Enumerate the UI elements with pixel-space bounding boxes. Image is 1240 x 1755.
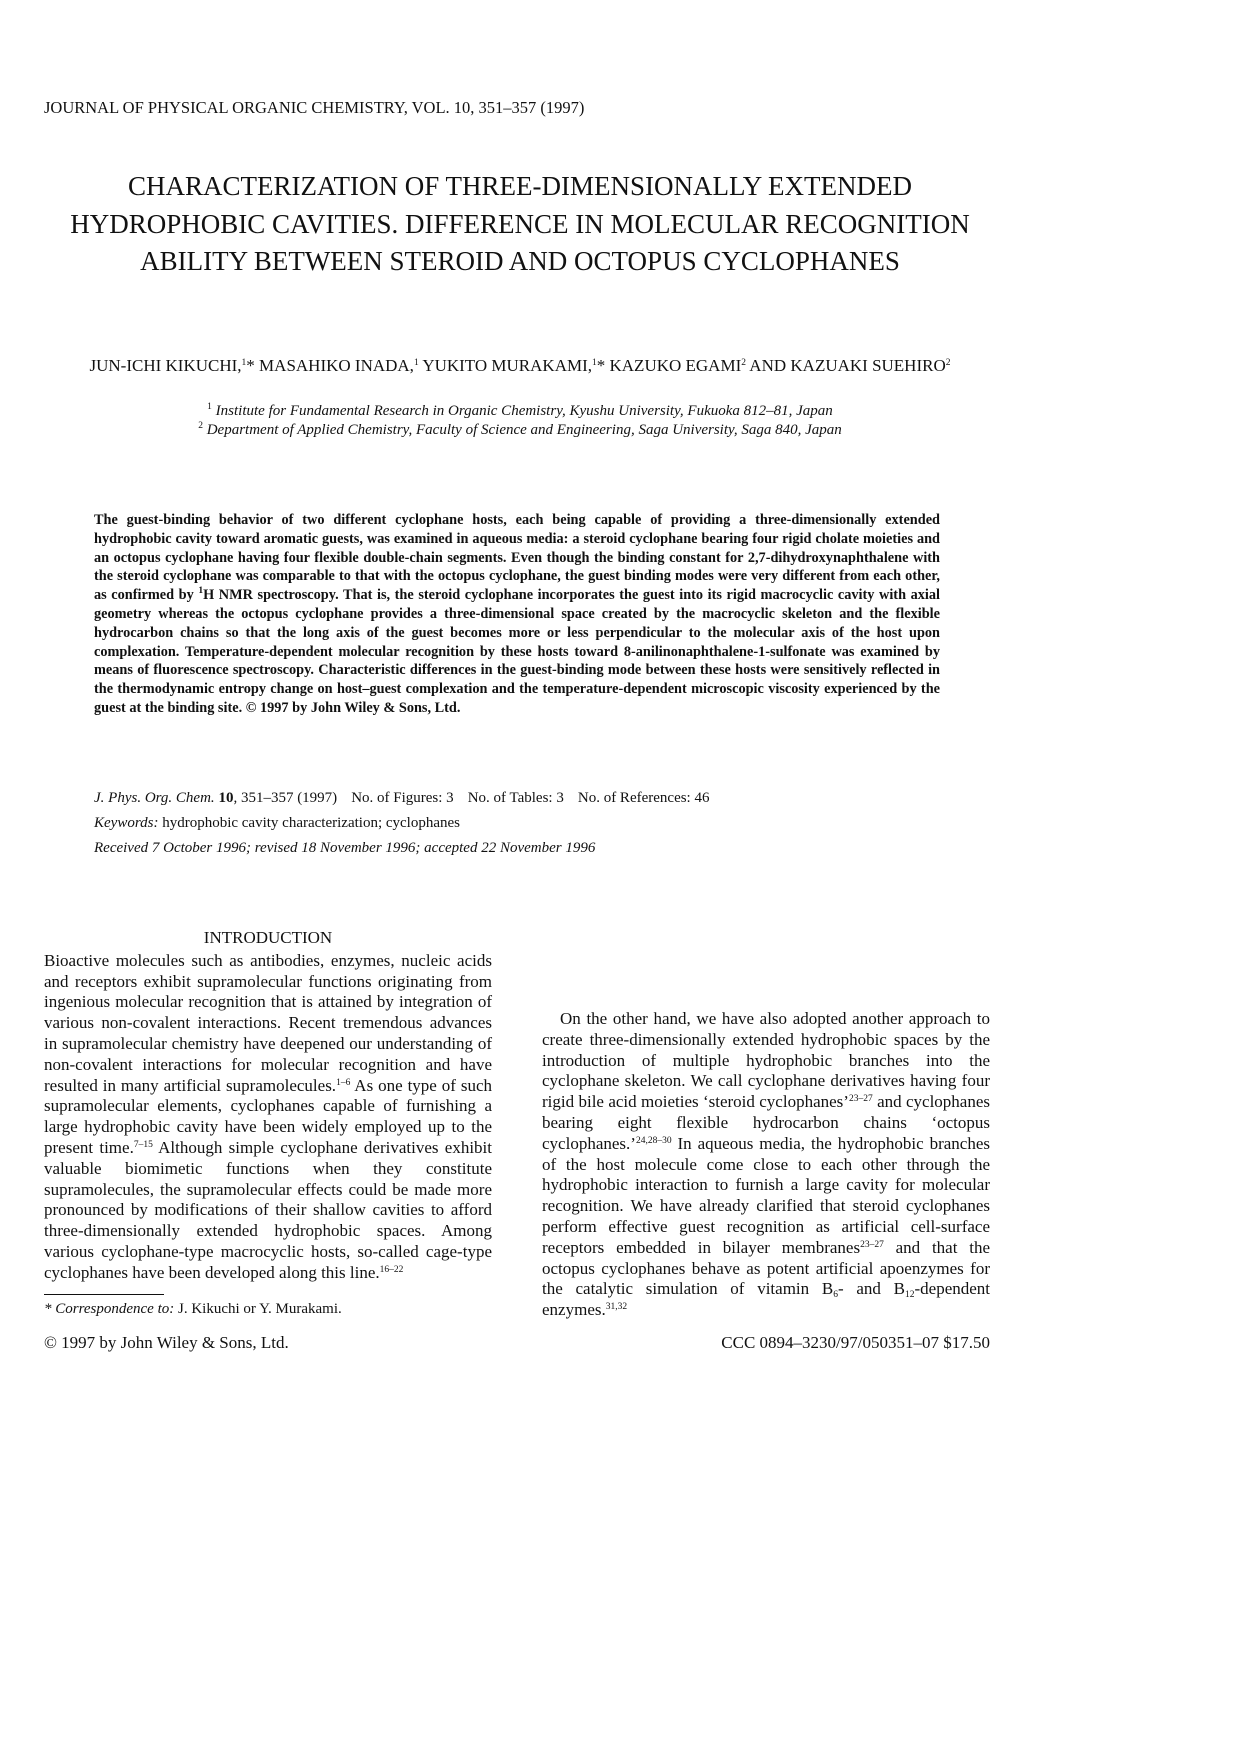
intro-paragraph-1 (44, 951, 492, 1284)
affiliation-number: 2 (198, 421, 203, 431)
footnote-label: * Correspondence to: (44, 1301, 175, 1317)
section-heading-introduction: INTRODUCTION (203, 928, 333, 947)
volume-number: 10 (218, 790, 234, 806)
author-name: YUKITO MURAKAMI, (422, 356, 592, 375)
author-list (60, 356, 980, 376)
body-text: On the other hand, we have also adopted another approach to create three-dimensionally extended hydrophobic spaces by the introduction of multiple hydrophobic branches into the cyclophane skeleton. We call cyclophane derivatives having four rigid bile acid moieties ‘steroid cyclophanes’ (542, 1009, 990, 1112)
body-text: and that the octopus cyclophanes behave as potent artificial apoenzymes for the catalytic simulation of vitamin B (542, 1237, 991, 1299)
body-text: and cyclophanes bearing eight flexible hydrocarbon chains ‘octopus cyclophanes.’ (542, 1092, 990, 1153)
author-affiliation-mark: 2 (741, 358, 746, 368)
affiliation-number: 1 (207, 402, 212, 412)
abstract-text: H NMR spectroscopy. That is, the steroid cyclophane incorporates the guest into its rigid macrocyclic cavity with axial geometry whereas the octopus cyclophane provides a three-dimensional space created by the macrocyclic skeleton and the flexible hydrocarbon chains so that the long axis of the guest becomes more or less perpendicular to the molecular axis of the host upon complexation. Temperature-dependent molecular recognition by these hosts toward 8-anilinonaphthalene-1-sulfonate was examined by means of fluorescence spectroscopy. Characteristic differences in the guest-binding mode between these hosts were sensitively reflected in the thermodynamic entropy change on host–guest complexation and the temperature-dependent microscopic viscosity experienced by the guest at the binding site. © 1997 by John Wiley & Sons, Ltd. (94, 587, 940, 716)
footnote-divider (44, 1294, 164, 1295)
correspondence-star: * (596, 356, 606, 375)
journal-abbreviation: J. Phys. Org. Chem. (94, 790, 215, 806)
figure-count: No. of Figures: 3 (351, 790, 454, 806)
subscript: 12 (904, 1290, 915, 1301)
body-text: Although simple cyclophane derivatives exhibit valuable biomimetic functions when they constitute supramolecules, the supramolecular effects could be made more pronounced by modifications of their shallow cavities to afford three-dimensionally extended hydrophobic spaces. Among various cyclophane-type macrocyclic hosts, so-called cage-type cyclophanes have been developed along this line. (44, 1137, 492, 1282)
citation-ref: 1–6 (336, 1077, 351, 1088)
received-line (94, 840, 595, 857)
copyright-notice: © 1997 by John Wiley & Sons, Ltd. (44, 1333, 289, 1352)
table-count: No. of Tables: 3 (467, 790, 564, 806)
keywords-label: Keywords: (94, 815, 159, 831)
abstract (94, 511, 940, 718)
author-conjunction: AND (749, 356, 787, 375)
correspondence-footnote (44, 1301, 342, 1318)
reference-count: No. of References: 46 (577, 790, 710, 806)
abstract-superscript: 1 (198, 586, 204, 597)
citation-ref: 23–27 (848, 1094, 873, 1105)
affiliation-list (60, 402, 980, 440)
keywords-line (94, 815, 460, 832)
ccc-code: CCC 0894–3230/97/050351–07 $17.50 (721, 1333, 990, 1352)
author-name: JUN-ICHI KIKUCHI, (89, 356, 242, 375)
footnote-text: J. Kikuchi or Y. Murakami. (178, 1301, 342, 1317)
author-affiliation-mark: 1 (592, 358, 597, 368)
correspondence-star: * (246, 356, 255, 375)
body-column-left (44, 928, 492, 1284)
affiliation (60, 402, 980, 421)
author-name: MASAHIKO INADA, (259, 356, 414, 375)
body-text: In aqueous media, the hydrophobic branches of the host molecule come close to each other through the hydrophobic interaction to furnish a large cavity for molecular recognition. We have already clarified that steroid cyclophanes perform effective guest recognition as artificial cell-surface receptors embedded in bilayer membranes (542, 1133, 990, 1257)
body-text: -dependent enzymes. (542, 1279, 991, 1320)
body-text: As one type of such supramolecular elements, cyclophanes capable of furnishing a large hydrophobic cavity have been widely employed up to the present time. (44, 1075, 493, 1157)
body-text: Bioactive molecules such as antibodies, enzymes, nucleic acids and receptors exhibit supramolecular functions originating from ingenious molecular recognition that is attained by integration of various non-covalent interactions. Recent tremendous advances in supramolecular chemistry have deepened our understanding of non-covalent interactions for molecular recognition and have resulted in many artificial supramolecules. (44, 950, 492, 1095)
body-column-right (542, 1009, 990, 1321)
author-affiliation-mark: 1 (241, 358, 247, 368)
citation-ref: 24,28–30 (635, 1135, 672, 1146)
affiliation-text: Department of Applied Chemistry, Faculty of Science and Engineering, Saga University, Saga 840, Japan (206, 422, 842, 438)
intro-paragraph-2 (542, 1009, 990, 1321)
body-text: - and B (837, 1279, 905, 1299)
citation-ref: 31,32 (605, 1302, 628, 1313)
citation-ref: 7–15 (133, 1139, 153, 1150)
paper-title: CHARACTERIZATION OF THREE-DIMENSIONALLY EXTENDED HYDROPHOBIC CAVITIES. DIFFERENCE IN MOLECULAR RECOGNITION ABILITY BETWEEN STEROID AND OCTOPUS CYCLOPHANES (70, 171, 970, 276)
author-name: KAZUKO EGAMI (609, 356, 742, 375)
received-dates: Received 7 October 1996; revised 18 November 1996; accepted 22 November 1996 (94, 840, 596, 856)
author-name: KAZUAKI SUEHIRO (790, 356, 946, 375)
author-affiliation-mark: 1 (413, 358, 419, 368)
affiliation-text: Institute for Fundamental Research in Organic Chemistry, Kyushu University, Fukuoka 812–81, Japan (215, 403, 833, 419)
abstract-text: The guest-binding behavior of two different cyclophane hosts, each being capable of providing a three-dimensionally extended hydrophobic cavity toward aromatic guests, was examined in aqueous media: a steroid cyclophane bearing four rigid cholate moieties and an octopus cyclophane having four flexible double-chain segments. Even though the binding constant for 2,7-dihydroxynaphthalene with the steroid cyclophane was comparable to that with the octopus cyclophane, the guest binding modes were very different from each other, as confirmed by (94, 512, 940, 604)
pages-year: , 351–357 (1997) (233, 790, 338, 806)
citation-line (94, 790, 709, 807)
subscript: 6 (833, 1290, 838, 1301)
journal-header: JOURNAL OF PHYSICAL ORGANIC CHEMISTRY, VOL. 10, 351–357 (1997) (44, 98, 585, 117)
citation-ref: 16–22 (379, 1264, 404, 1275)
author-affiliation-mark: 2 (945, 358, 951, 368)
affiliation (60, 421, 980, 440)
citation-ref: 23–27 (860, 1239, 884, 1250)
keywords-text: hydrophobic cavity characterization; cyclophanes (162, 815, 460, 831)
